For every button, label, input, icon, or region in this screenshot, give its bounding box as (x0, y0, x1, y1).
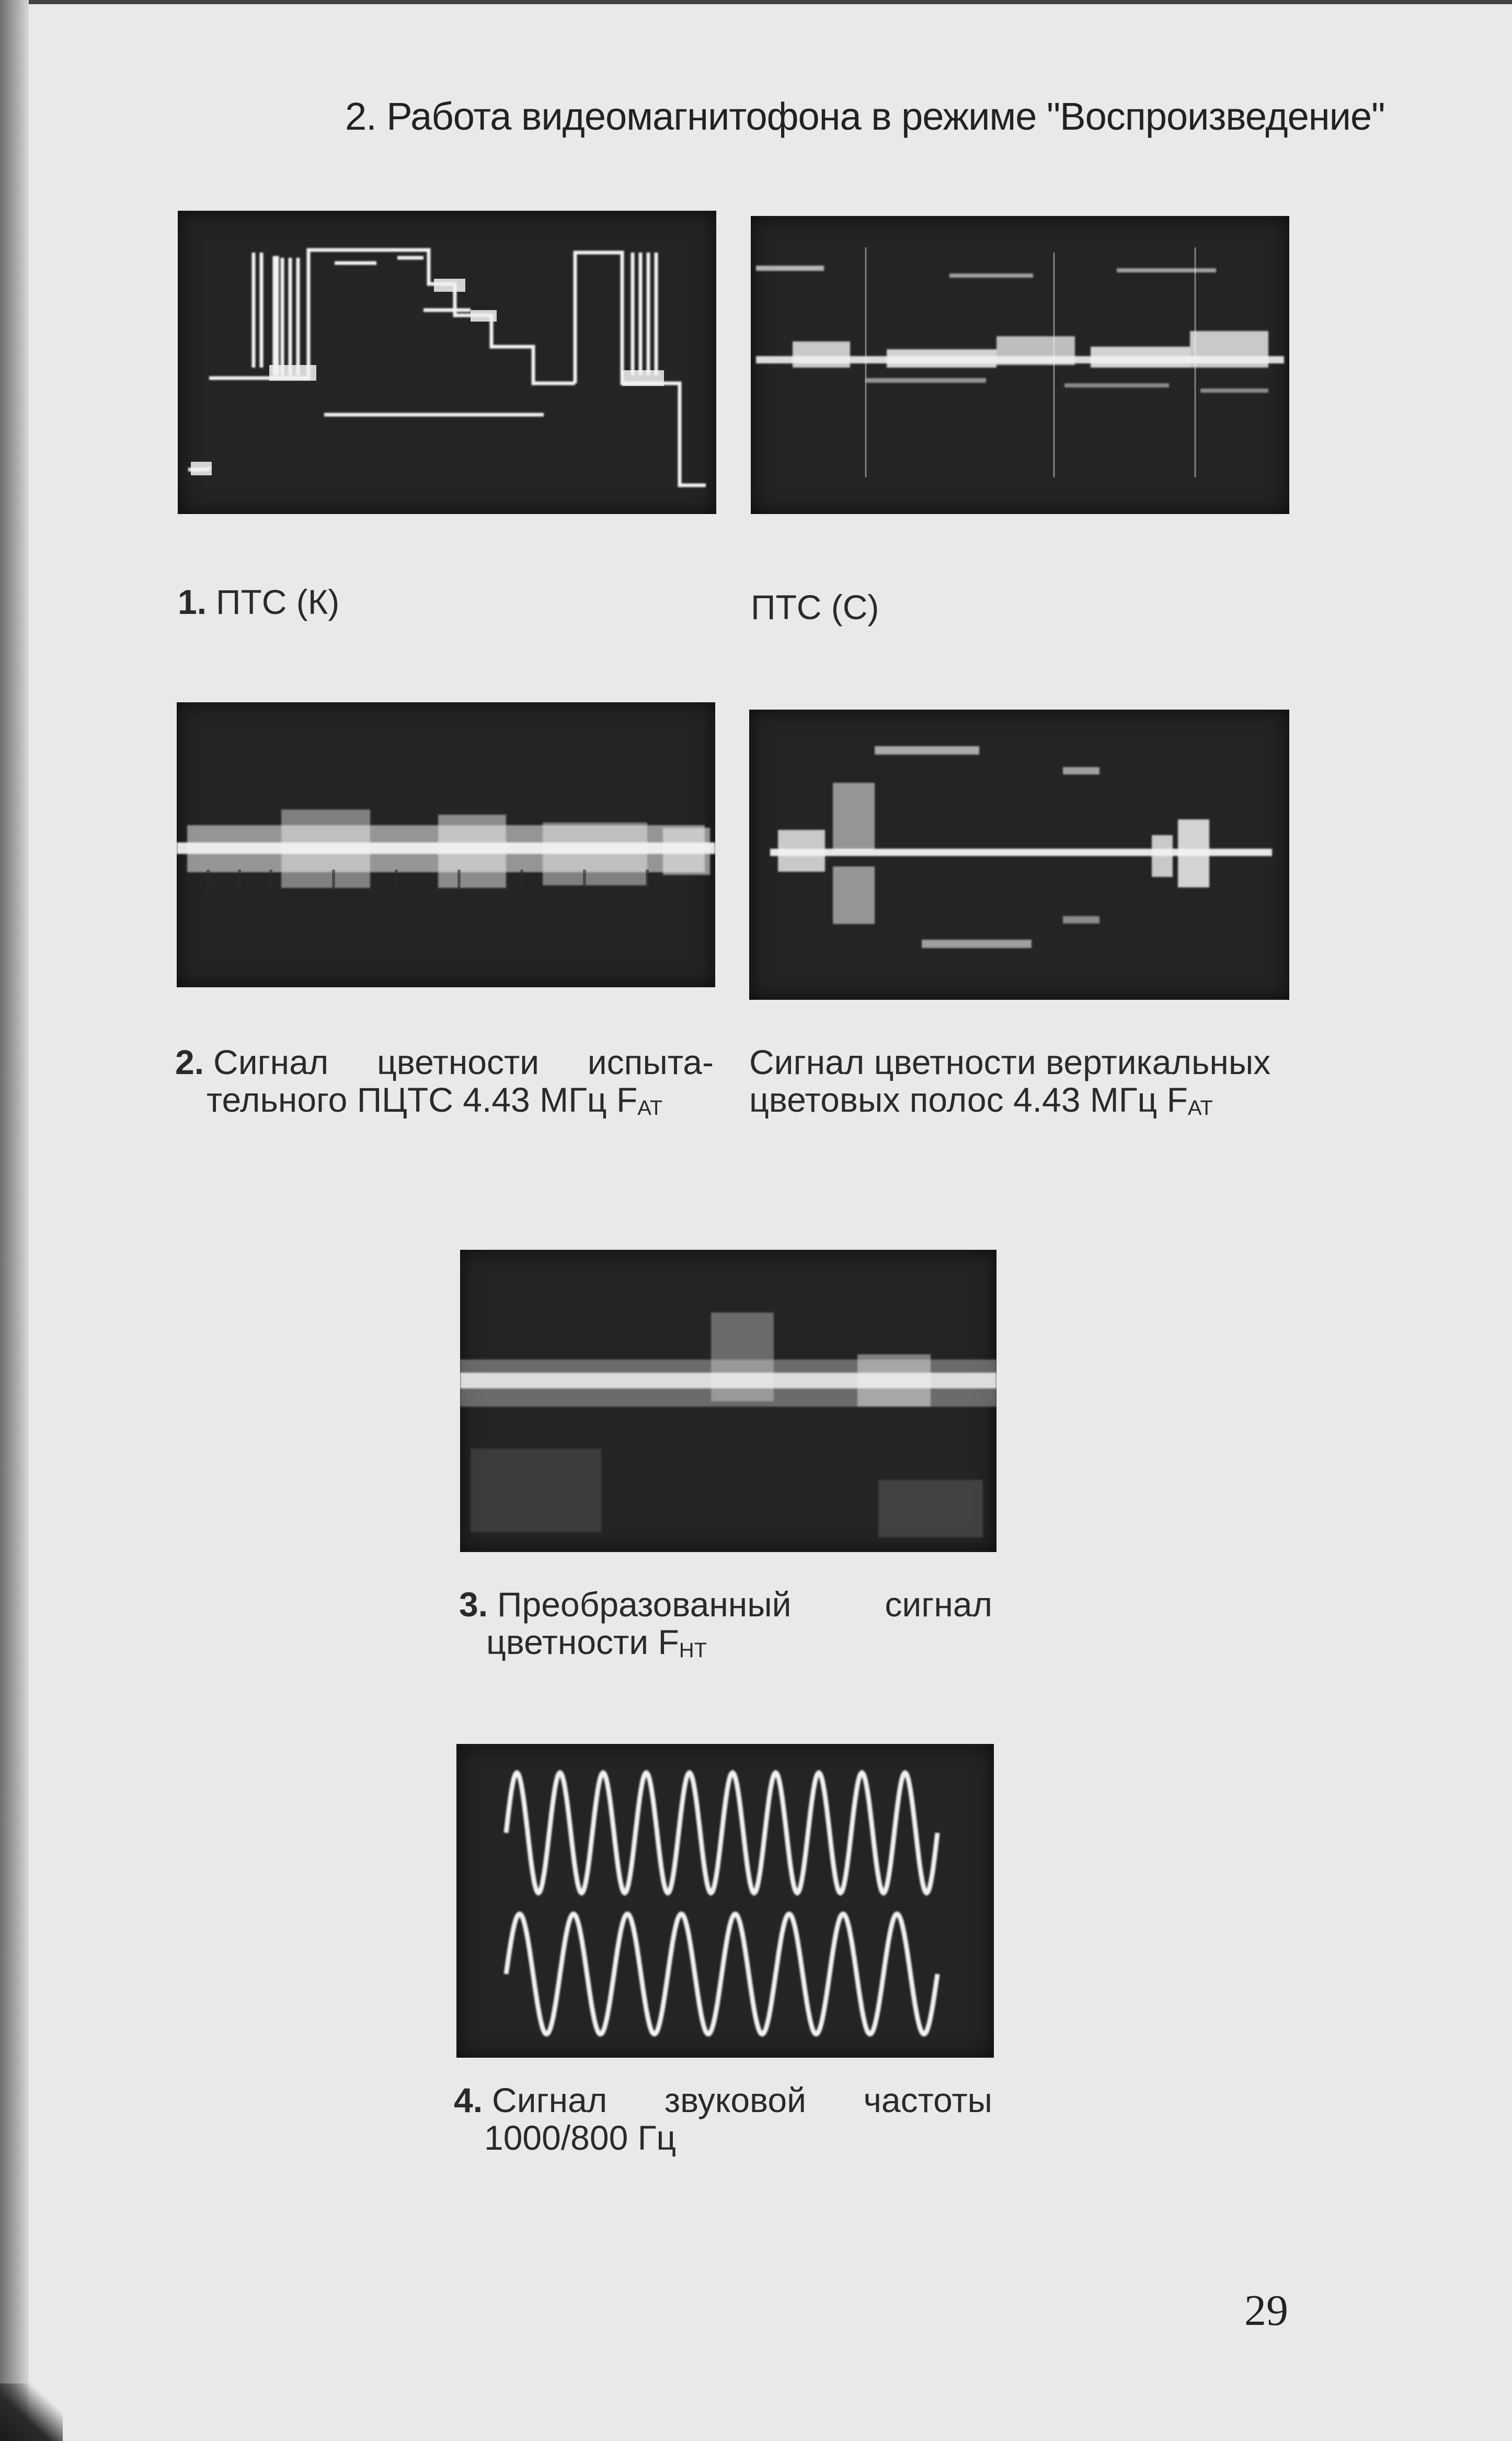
oscillogram-converted-chroma (460, 1250, 996, 1552)
caption-figure-3 (459, 1585, 992, 1669)
caption-line-1: Сигнал цветности испыта- (213, 1043, 714, 1081)
oscillogram-chroma-bars (749, 710, 1289, 1000)
figure-number: 3. (459, 1585, 488, 1624)
caption-line-1: Преобразованный сигнал (497, 1585, 992, 1624)
caption-text: ПТС (С) (751, 588, 879, 626)
caption-figure-1 (178, 583, 596, 621)
caption-figure-2 (175, 1043, 714, 1127)
oscillogram-ptc-c-trace (751, 216, 1289, 514)
oscillogram-chroma-test-trace (177, 702, 715, 987)
figure-number: 2. (175, 1043, 204, 1081)
caption-subscript: АТ (1187, 1097, 1213, 1120)
section-title: 2. Работа видеомагнитофона в режиме "Воспроизведение" (345, 95, 1385, 138)
oscillogram-converted-chroma-trace (460, 1250, 996, 1552)
caption-line-2: цветности F (486, 1623, 679, 1661)
caption-text: ПТС (К) (216, 583, 340, 621)
caption-line-1: Сигнал звуковой частоты (492, 2081, 992, 2119)
oscillogram-audio (456, 1744, 994, 2058)
scan-edge-top (0, 0, 1512, 4)
caption-line-1: Сигнал цветности вертикальных (749, 1043, 1271, 1081)
scan-corner-shadow (0, 2383, 63, 2441)
oscillogram-ptc-k-trace (178, 211, 716, 514)
page-number: 29 (1244, 2286, 1288, 2335)
caption-subscript: АТ (637, 1097, 663, 1120)
caption-figure-2b (749, 1043, 1293, 1127)
caption-figure-4 (454, 2081, 992, 2157)
oscillogram-ptc-c (751, 216, 1289, 514)
figure-number: 1. (178, 583, 207, 621)
caption-line-2: 1000/800 Гц (484, 2118, 677, 2157)
oscillogram-ptc-k (178, 211, 716, 514)
scan-binding-shadow (0, 0, 29, 2441)
oscillogram-chroma-bars-trace (749, 710, 1289, 1000)
figure-number: 4. (454, 2081, 483, 2119)
oscillogram-chroma-test (177, 702, 715, 987)
caption-line-2: тельного ПЦТС 4.43 МГц F (207, 1080, 638, 1119)
caption-subscript: НТ (679, 1639, 707, 1662)
oscillogram-audio-trace (456, 1744, 994, 2058)
caption-figure-1b (751, 588, 1169, 626)
audio-wave-upper (506, 1773, 937, 1893)
caption-line-2: цветовых полос 4.43 МГц F (749, 1080, 1188, 1119)
audio-wave-lower (506, 1914, 937, 2034)
